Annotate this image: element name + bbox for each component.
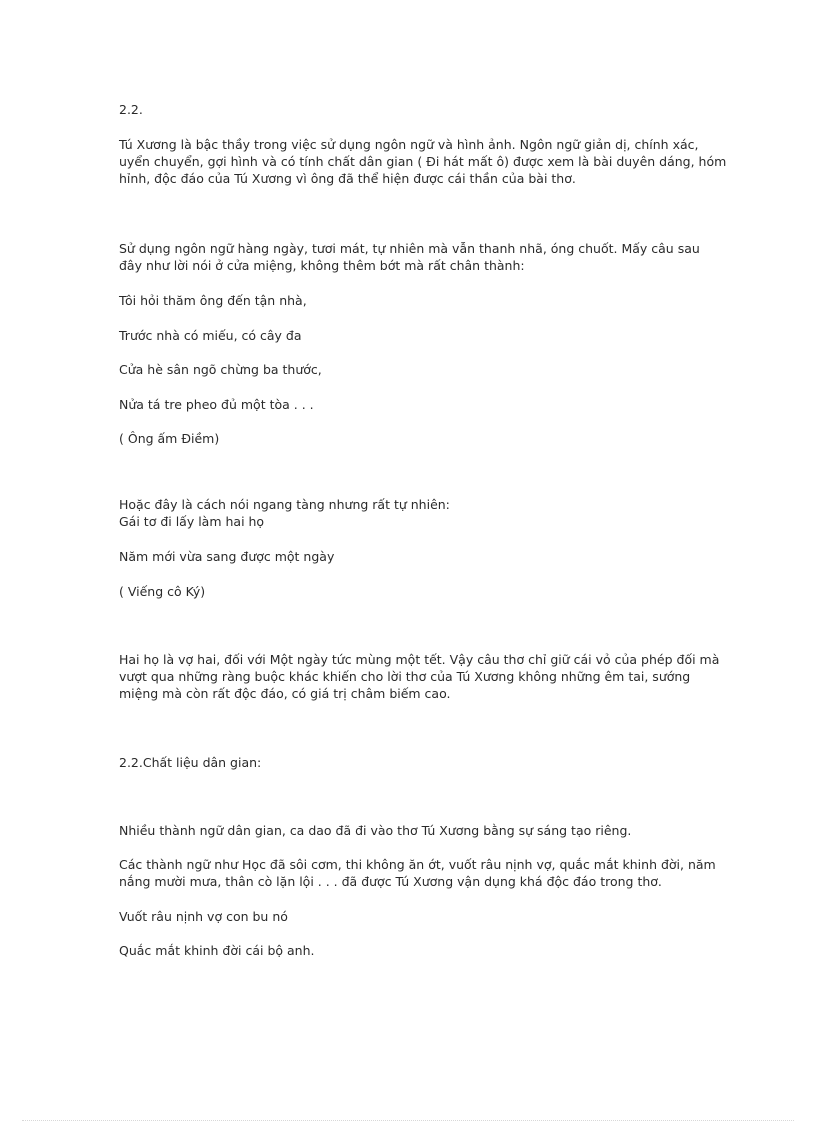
paragraph-intro: [119, 136, 727, 187]
section-heading-folk-material: 2.2.Chất liệu dân gian:: [119, 755, 262, 770]
verse-source: ( Viếng cô Ký): [119, 584, 206, 599]
text-line: nắng mười mưa, thân cò lặn lội . . . đã được Tú Xương vận dụng khá độc đáo trong thơ.: [119, 874, 662, 889]
text-line: uyển chuyển, gợi hình và có tính chất dân gian ( Đi hát mất ô) được xem là bài duyên dáng, hóm: [119, 154, 727, 169]
verse-source: ( Ông ấm Điềm): [119, 431, 220, 446]
page-bottom-divider: [22, 1120, 794, 1121]
verse-line: Quắc mắt khinh đời cái bộ anh.: [119, 943, 315, 958]
text-line: Hai họ là vợ hai, đối với Một ngày tức mùng một tết. Vậy câu thơ chỉ giữ cái vỏ của phép đối mà: [119, 652, 720, 667]
text-line: Hoặc đây là cách nói ngang tàng nhưng rất tự nhiên:: [119, 497, 450, 512]
verse-line: Vuốt râu nịnh vợ con bu nó: [119, 909, 288, 924]
verse-line: Tôi hỏi thăm ông đến tận nhà,: [119, 293, 307, 308]
section-heading: 2.2.: [119, 102, 143, 117]
verse-line: Năm mới vừa sang được một ngày: [119, 549, 335, 564]
paragraph-explanation: [119, 651, 719, 702]
text-line: Sử dụng ngôn ngữ hàng ngày, tươi mát, tự nhiên mà vẫn thanh nhã, óng chuốt. Mấy câu sau: [119, 241, 700, 256]
paragraph-everyday-language: [119, 240, 719, 274]
text-line: Tú Xương là bậc thầy trong việc sử dụng ngôn ngữ và hình ảnh. Ngôn ngữ giản dị, chính xác,: [119, 137, 699, 152]
text-line: Các thành ngữ như Học đã sôi cơm, thi không ăn ớt, vuốt râu nịnh vợ, quắc mắt khinh đời, năm: [119, 857, 716, 872]
verse-line: Trước nhà có miếu, có cây đa: [119, 328, 302, 343]
verse-line: Gái tơ đi lấy làm hai họ: [119, 514, 265, 529]
text-line: miệng mà còn rất độc đáo, có giá trị châm biếm cao.: [119, 686, 451, 701]
paragraph-folk-idioms: Nhiều thành ngữ dân gian, ca dao đã đi vào thơ Tú Xương bằng sự sáng tạo riêng.: [119, 823, 632, 838]
paragraph-idiom-examples: [119, 856, 719, 890]
text-line: vượt qua những ràng buộc khác khiến cho lời thơ của Tú Xương không những êm tai, sướng: [119, 669, 691, 684]
text-line: đây như lời nói ở cửa miệng, không thêm bớt mà rất chân thành:: [119, 258, 525, 273]
verse-line: Nửa tá tre pheo đủ một tòa . . .: [119, 397, 314, 412]
paragraph-bold-speech: [119, 496, 719, 530]
verse-line: Cửa hè sân ngõ chừng ba thước,: [119, 362, 322, 377]
text-line: hỉnh, độc đáo của Tú Xương vì ông đã thể hiện được cái thần của bài thơ.: [119, 171, 576, 186]
